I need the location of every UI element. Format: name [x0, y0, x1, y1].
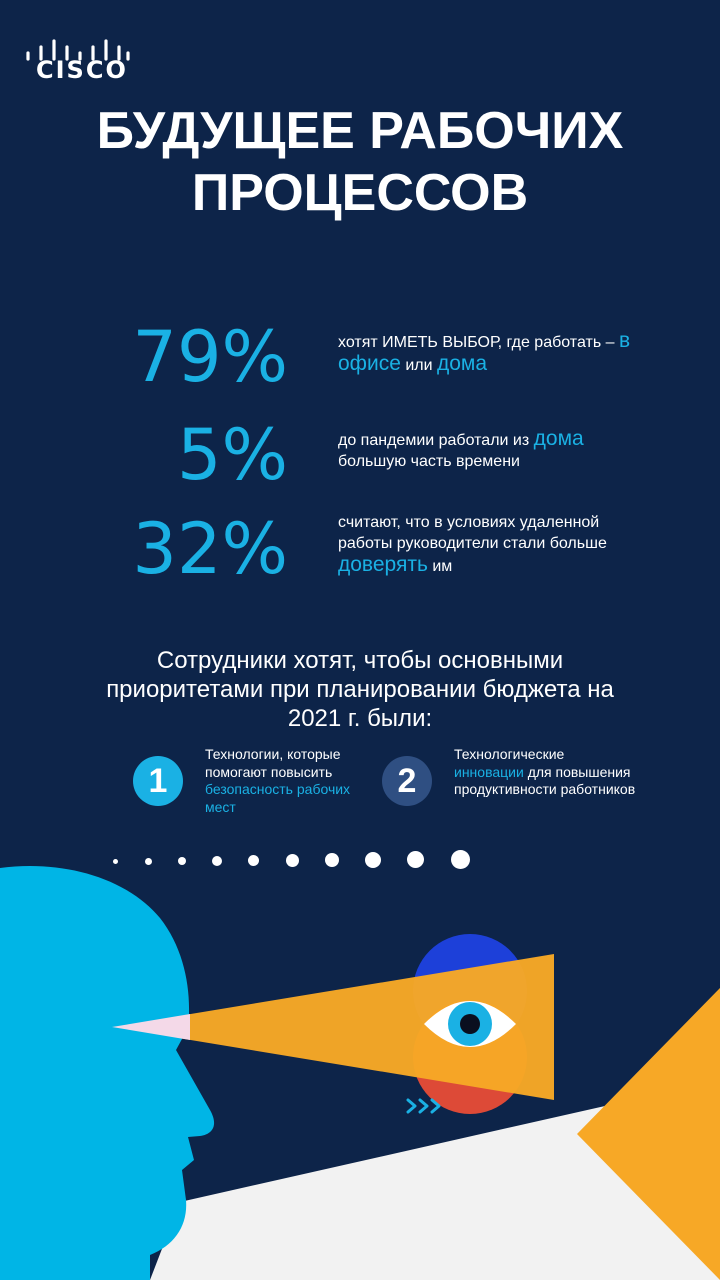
stat-row-2 [0, 414, 720, 498]
stat-description: хотят ИМЕТЬ ВЫБОР, где работать – в офисе или дома [338, 329, 631, 375]
page-title [0, 100, 720, 224]
stat-description: считают, что в условиях удаленной работы руководители стали больше доверять им [338, 514, 607, 576]
stat-description: до пандемии работали из дома большую часть времени [338, 427, 584, 470]
stat-value: 32% [132, 508, 288, 590]
priority-1-badge: 1 [133, 756, 183, 806]
cisco-wordmark: CISCO [36, 56, 128, 84]
stat-row-1 [0, 316, 720, 402]
priority-2-badge: 2 [382, 756, 432, 806]
budget-priorities-heading: Сотрудники хотят, чтобы основными приоритетами при планировании бюджета на 2021 г. были: [106, 647, 614, 732]
head-silhouette-icon [0, 866, 214, 1280]
priority-2-text: Технологические инновации для повышения продуктивности работников [454, 746, 636, 797]
title-line-2: ПРОЦЕССОВ [191, 164, 529, 222]
stat-row-3 [0, 508, 720, 592]
stat-value: 79% [132, 316, 288, 398]
vision-illustration [0, 860, 720, 1280]
priority-1-text: Технологии, которые помогают повысить безопасность рабочих мест [205, 746, 351, 815]
chevrons-right-icon [408, 1100, 439, 1112]
stat-value: 5% [176, 414, 288, 496]
title-line-1: БУДУЩЕЕ РАБОЧИХ [96, 102, 624, 160]
